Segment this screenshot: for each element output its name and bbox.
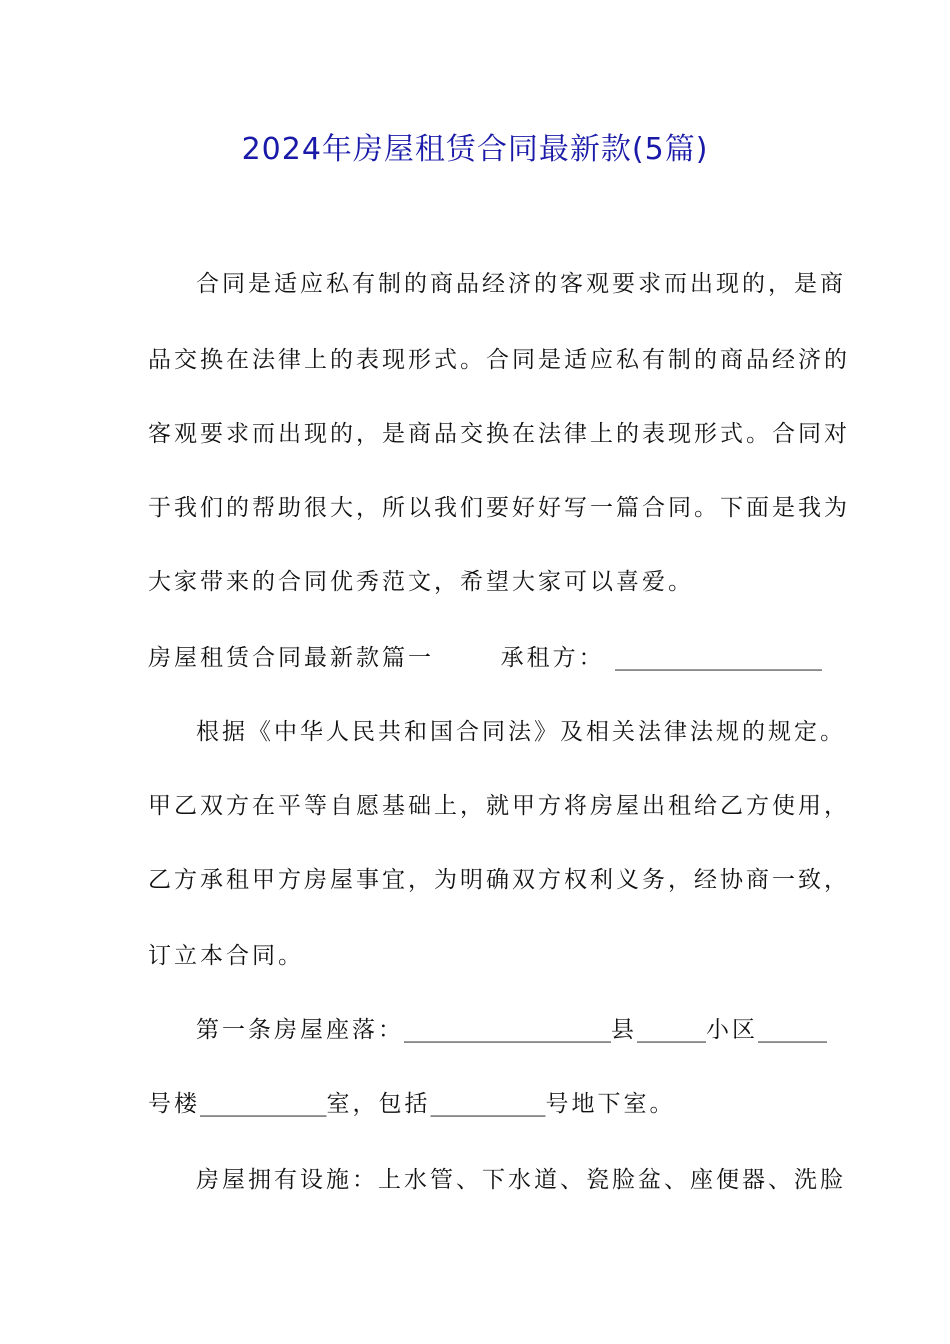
article1-community: 小区 bbox=[706, 1017, 758, 1043]
article1-blank-2: ______ bbox=[637, 1017, 706, 1043]
article1-building: 号楼 bbox=[148, 1091, 200, 1117]
article1-blank-5: __________ bbox=[430, 1091, 546, 1117]
intro-line-3: 客观要求而出现的，是商品交换在法律上的表现形式。合同对 bbox=[148, 421, 850, 447]
article1-line-1 bbox=[196, 1012, 876, 1048]
article1-blank-3: ______ bbox=[758, 1017, 827, 1043]
intro-line-1: 合同是适应私有制的商品经济的客观要求而出现的，是商 bbox=[196, 271, 846, 297]
basis-line-2: 甲乙双方在平等自愿基础上，就甲方将房屋出租给乙方使用， bbox=[148, 793, 850, 819]
intro-line-4: 于我们的帮助很大，所以我们要好好写一篇合同。下面是我为 bbox=[148, 495, 850, 521]
lessee-label: 承租方： bbox=[500, 645, 605, 671]
document-title: 2024年房屋租赁合同最新款(5篇) bbox=[241, 132, 709, 167]
article1-label: 第一条房屋座落： bbox=[196, 1017, 404, 1043]
article1-county: 县 bbox=[611, 1017, 637, 1043]
facilities-line: 房屋拥有设施：上水管、下水道、瓷脸盆、座便器、洗脸 bbox=[196, 1167, 846, 1193]
intro-line-2: 品交换在法律上的表现形式。合同是适应私有制的商品经济的 bbox=[148, 347, 850, 373]
section-heading: 房屋租赁合同最新款篇一 bbox=[148, 645, 434, 671]
article1-blank-4: ___________ bbox=[200, 1091, 327, 1117]
section-heading-line bbox=[148, 640, 828, 676]
lessee-blank: __________________ bbox=[614, 645, 822, 671]
basis-line-4: 订立本合同。 bbox=[148, 943, 304, 969]
article1-line-2 bbox=[148, 1086, 828, 1122]
article1-basement: 号地下室。 bbox=[545, 1091, 676, 1117]
basis-line-3: 乙方承租甲方房屋事宜，为明确双方权利义务，经协商一致， bbox=[148, 867, 850, 893]
article1-blank-1: __________________ bbox=[404, 1017, 611, 1043]
basis-line-1: 根据《中华人民共和国合同法》及相关法律法规的规定。 bbox=[196, 719, 846, 745]
article1-room-including: 室，包括 bbox=[326, 1091, 431, 1117]
intro-line-5: 大家带来的合同优秀范文，希望大家可以喜爱。 bbox=[148, 569, 694, 595]
